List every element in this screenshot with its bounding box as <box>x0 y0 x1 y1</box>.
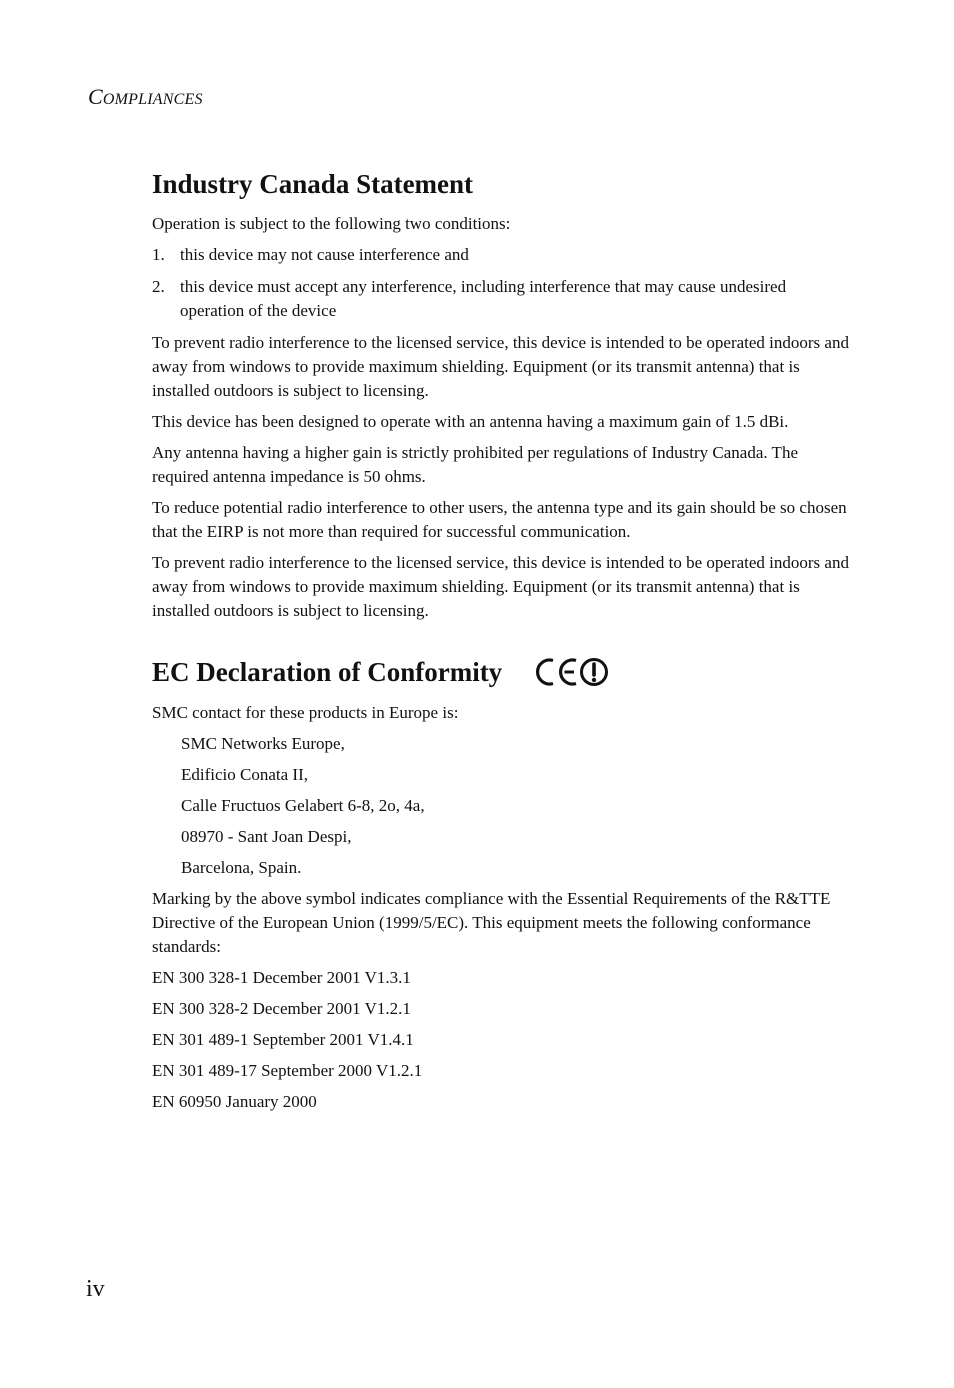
address-line: Barcelona, Spain. <box>181 858 302 877</box>
address-line: SMC Networks Europe, <box>181 734 345 753</box>
list-item-text: this device must accept any interference, including interference that may cause undesired operation of the device <box>180 277 787 320</box>
running-head <box>88 84 203 110</box>
paragraph: To prevent radio interference to the licensed service, this device is intended to be operated indoors and away from windows to provide maximum shielding. Equipment (or its transmit antenna) that is installed outdoors is subject to licensing. <box>152 553 849 620</box>
standard-line: EN 300 328-2 December 2001 V1.2.1 <box>152 999 411 1018</box>
contact-intro: SMC contact for these products in Europe is: <box>152 703 459 722</box>
list-item-text: this device may not cause interference and <box>180 245 469 264</box>
ec-heading-row <box>152 655 852 689</box>
ec-declaration-heading: EC Declaration of Conformity <box>152 657 503 687</box>
running-head-initial: C <box>88 84 103 109</box>
paragraph: This device has been designed to operate with an antenna having a maximum gain of 1.5 dBi. <box>152 412 789 431</box>
standard-line: EN 60950 January 2000 <box>152 1092 317 1111</box>
page-number: iv <box>86 1276 105 1302</box>
address-line: 08970 - Sant Joan Despi, <box>181 827 352 846</box>
list-item <box>152 243 852 267</box>
list-item-number: 2. <box>152 277 165 296</box>
paragraph: To reduce potential radio interference to other users, the antenna type and its gain should be so chosen that the EIRP is not more than required for successful communication. <box>152 498 847 541</box>
address-line: Edificio Conata II, <box>181 765 308 784</box>
conditions-intro: Operation is subject to the following two conditions: <box>152 214 511 233</box>
paragraph: To prevent radio interference to the licensed service, this device is intended to be operated indoors and away from windows to provide maximum shielding. Equipment (or its transmit antenna) that is installed outdoors is subject to licensing. <box>152 333 849 400</box>
paragraph: Any antenna having a higher gain is strictly prohibited per regulations of Industry Canada. The required antenna impedance is 50 ohms. <box>152 443 798 486</box>
address-line: Calle Fructuos Gelabert 6-8, 2o, 4a, <box>181 796 425 815</box>
page-content <box>152 168 852 1121</box>
industry-canada-heading: Industry Canada Statement <box>152 169 474 199</box>
list-item <box>152 275 852 323</box>
marking-paragraph: Marking by the above symbol indicates compliance with the Essential Requirements of the R&TTE Directive of the European Union (1999/5/EC). This equipment meets the following conformance standards: <box>152 889 831 956</box>
list-item-number: 1. <box>152 245 165 264</box>
ce-alert-mark-icon <box>532 655 610 689</box>
ec-content <box>152 701 852 1114</box>
standard-line: EN 300 328-1 December 2001 V1.3.1 <box>152 968 411 987</box>
standard-line: EN 301 489-1 September 2001 V1.4.1 <box>152 1030 414 1049</box>
running-head-rest: OMPLIANCES <box>102 91 203 108</box>
standard-line: EN 301 489-17 September 2000 V1.2.1 <box>152 1061 423 1080</box>
